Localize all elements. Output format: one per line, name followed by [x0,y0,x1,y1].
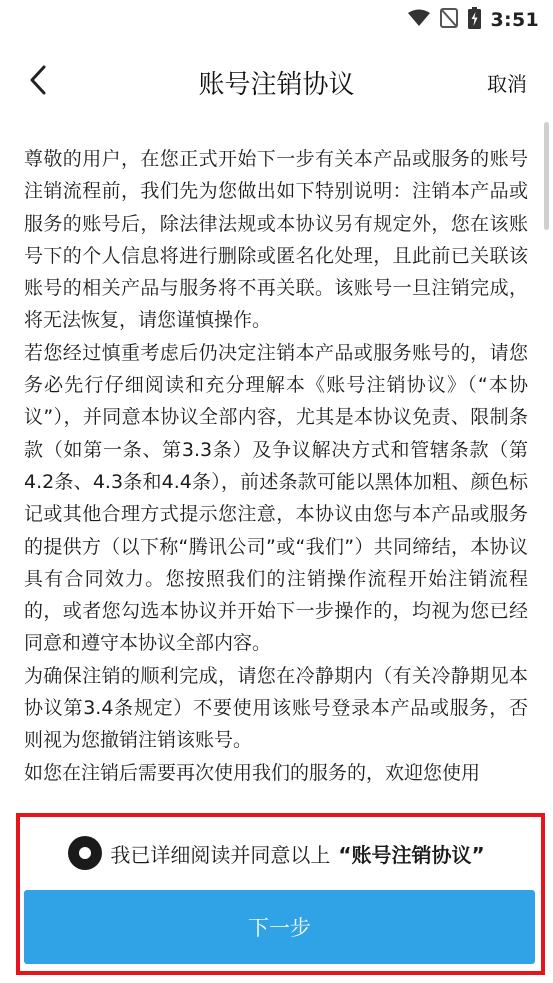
no-signal-icon [440,8,458,32]
agreement-paragraph: 为确保注销的顺利完成，请您在冷静期内（有关冷静期见本协议第3.4条规定）不要使用该账号登录本产品或服务，否则视为您撤销注销该账号。 [24,664,528,752]
agreement-content[interactable] [24,143,528,817]
nav-bar [0,52,553,108]
agree-checkbox-row[interactable] [0,835,553,871]
page-title: 账号注销协议 [198,70,355,100]
agreement-paragraph: 尊敬的用户，在您正式开始下一步有关本产品或服务的账号注销流程前，我们先为您做出如下特别说明：注销本产品或服务的账号后，除法律法规或本协议另有规定外，您在该账号下的个人信息将进行删除或匿名化处理，且此前已关联该账号的相关产品与服务将不再关联。该账号一旦注销完成，将无法恢复，请您谨慎操作。 [24,148,528,332]
agreement-paragraph: 若您经过慎重考虑后仍决定注销本产品或服务账号的，请您务必先行仔细阅读和充分理解本《账号注销协议》（“本协议”），并同意本协议全部内容，尤其是本协议免责、限制条款（如第一条、第3.3条）及争议解决方式和管辖条款（第4.2条、4.3条和4.4条），前述条款可能以黑体加粗、颜色标记或其他合理方式提示您注意，本协议由您与本产品或服务的提供方（以下称“腾讯公司”或“我们”）共同缔结，本协议具有合同效力。您按照我们的注销操作流程开始注销流程的，或者您勾选本协议并开始下一步操作的，均视为您已经同意和遵守本协议全部内容。 [24,341,528,655]
status-icons [408,6,539,34]
agree-label: 我已详细阅读并同意以上 [110,842,331,867]
status-time: 3:51 [490,9,539,31]
wifi-icon [408,9,430,31]
agree-radio-checked-icon[interactable] [68,836,102,870]
footer [0,817,553,983]
agreement-link[interactable]: “账号注销协议” [338,842,485,867]
status-bar [0,0,553,40]
cancel-button[interactable]: 取消 [487,72,527,96]
scrollbar[interactable] [544,122,549,230]
agreement-paragraph: 如您在注销后需要再次使用我们的服务的，欢迎您使用 [24,761,481,784]
next-step-button[interactable]: 下一步 [24,890,535,964]
battery-charging-icon [468,7,481,33]
